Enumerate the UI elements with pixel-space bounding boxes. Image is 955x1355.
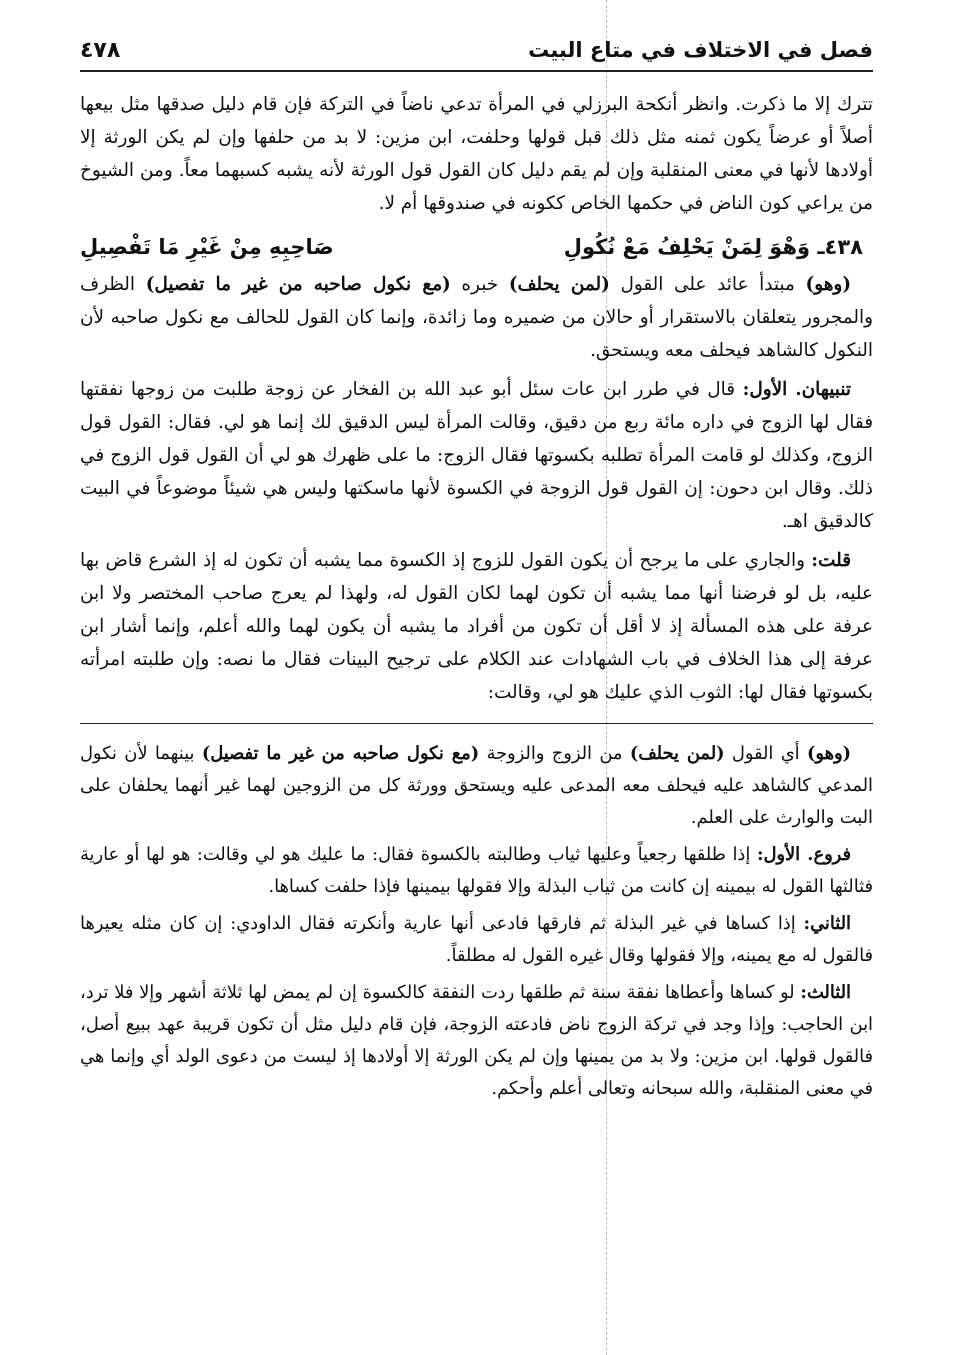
thalith-label: الثالث: [800, 982, 851, 1003]
page-header [80, 30, 873, 72]
commentary-paragraph-1 [80, 738, 873, 834]
commentary-lemma-1: (وهو) [807, 743, 851, 764]
commentary-lemma-2: (لمن يحلف) [629, 743, 725, 764]
sharh-text-3: الظرف والمجرور يتعلقان بالاستقرار أو حالان من ضميره وما زائدة، وإنما كان القول للحالف مع نكول صاحبه لأن النكول كالشاهد فيحلف معه ويستحق. [80, 274, 873, 361]
commentary-lemma-3: (مع نكول صاحبه من غير ما تفصيل) [201, 743, 480, 764]
commentary-text-3: بينهما لأن نكول المدعي كالشاهد عليه فيحلف معه المدعى عليه ويستحق وورثة كل من الزوجين لهما غير أنهما يحلفان على البت والوارث على العلم. [80, 743, 873, 828]
thani-paragraph [80, 908, 873, 972]
main-paragraph-continuation: تترك إلا ما ذكرت. وانظر أنكحة البرزلي في المرأة تدعي ناضاً في التركة فإن قام دليل صدقها مثل بيعها أصلاً أو عرضاً يكون ثمنه مثل ذلك قبل قولها وحلفت، ابن مزين: لا بد من حلفها وإن لم يكن الورثة إلا أولادها لأنها في معنى المنقلبة وإن لم يقم دليل كان القول قول الورثة لأنه يشبه كسبهما معاً. ومن الشيوخ من يراعي كون الناض في حكمها الخاص ككونه في صندوقها أم لا. [80, 94, 873, 214]
furu-text: إذا طلقها رجعياً وعليها ثياب وطالبته بالكسوة فقال: ما عليك هو لي وقالت: هو لها أو عارية فثالثها القول له بيمينه إن كانت من ثياب البذلة وإلا فقولها بيمينها فإذا حلفت كساها. [80, 844, 873, 897]
sharh-lemma-2: (لمن يحلف) [508, 274, 610, 295]
verse-hemistich-1: ـ وَهْوَ لِمَنْ يَحْلِفُ مَعْ نُكُولِ [563, 235, 825, 259]
thani-label: الثاني: [803, 913, 851, 934]
qultu-text: والجاري على ما يرجح أن يكون القول للزوج إذ الكسوة مما يشبه أن تكون له إذ الشرع قاض بها عليه، بل لو فرضنا أنها مما يشبه أن تكون لهما لكان القول له، ولهذا لم يعرج صاحب المختصر ولا ابن عرفة على هذه المسألة إذ لا أقل أن تكون من أفراد ما يشبه أن يكون لهما والله أعلم، وإنما أشار ابن عرفة إلى هذا الخلاف في باب الشهادات عند الكلام على ترجيح البينات فقال ما نصه: وإن طلبته امرأته بكسوتها فقال لها: الثوب الذي عليك هو لي، وقالت: [80, 550, 873, 703]
verse-line [80, 226, 873, 268]
sharh-text-2: خبره [450, 274, 509, 295]
commentary-section [80, 738, 873, 1105]
thalith-paragraph [80, 977, 873, 1105]
furu-label: فروع. الأول: [756, 844, 851, 865]
sharh-lemma-3: (مع نكول صاحبه من غير ما تفصيل) [145, 274, 451, 295]
verse-number: ٤٣٨ [824, 235, 863, 259]
page-number: ٤٧٨ [80, 37, 121, 63]
verse-first-hemistich [564, 226, 863, 268]
thalith-text: لو كساها وأعطاها نفقة سنة ثم طلقها ردت النفقة كالكسوة إن لم يمض لها ثلاثة أشهر وإلا فلا ترد، ابن الحاجب: وإذا وجد في تركة الزوج ناض فادعته الزوجة، فإن قام دليل مثل أن تكون قريبة عهد ببيع أصل، فالقول قولها. ابن مزين: ولا بد من يمينها وإن لم يكن الورثة إلا أولادها إذ ليست من دعوى الولد أي وإنما هي في معنى المنقلبة، والله سبحانه وتعالى أعلم وأحكم. [80, 982, 873, 1099]
thani-text: إذا كساها في غير البذلة ثم فارقها فادعى أنها عارية وأنكرته فقال الداودي: إن كان مثله يعيرها فالقول له مع يمينه، وإلا فقولها وقال غيره القول له مطلقاً. [80, 913, 873, 966]
page-body [80, 88, 873, 1110]
furu-paragraph [80, 839, 873, 903]
commentary-text-2: من الزوج والزوجة [479, 743, 630, 764]
commentary-text-1: أي القول [724, 743, 807, 764]
running-title: فصل في الاختلاف في متاع البيت [528, 38, 873, 62]
qultu-paragraph [80, 544, 873, 709]
verse-hemistich-2: صَاحِبِهِ مِنْ غَيْرِ مَا تَفْصِيلِ [80, 235, 334, 259]
sharh-paragraph [80, 268, 873, 367]
tanbih-paragraph [80, 373, 873, 538]
tanbih-text: قال في طرر ابن عات سئل أبو عبد الله بن الفخار عن زوجة طلبت من زوجها نفقتها فقال لها الزوج في داره مائة ربع من دقيق، وقالت المرأة ليس الدقيق لك إنما هو لي. فقال: القول قول الزوج، وكذلك لو قامت المرأة تطلبه بكسوتها فقال الزوج: ما على ظهرك هو لي أن القول قول الزوج في ذلك. وقال ابن دحون: إن القول قول الزوجة في الكسوة لأنها ماسكتها وليس هي شيئاً موضوعاً في البيت كالدقيق اهـ. [80, 379, 873, 532]
qultu-label: قلت: [811, 550, 851, 571]
commentary-divider [80, 723, 873, 724]
sharh-text-1: مبتدأ عائد على القول [609, 274, 806, 295]
tanbih-label: تنبيهان. الأول: [742, 379, 851, 400]
sharh-lemma-1: (وهو) [805, 274, 852, 295]
